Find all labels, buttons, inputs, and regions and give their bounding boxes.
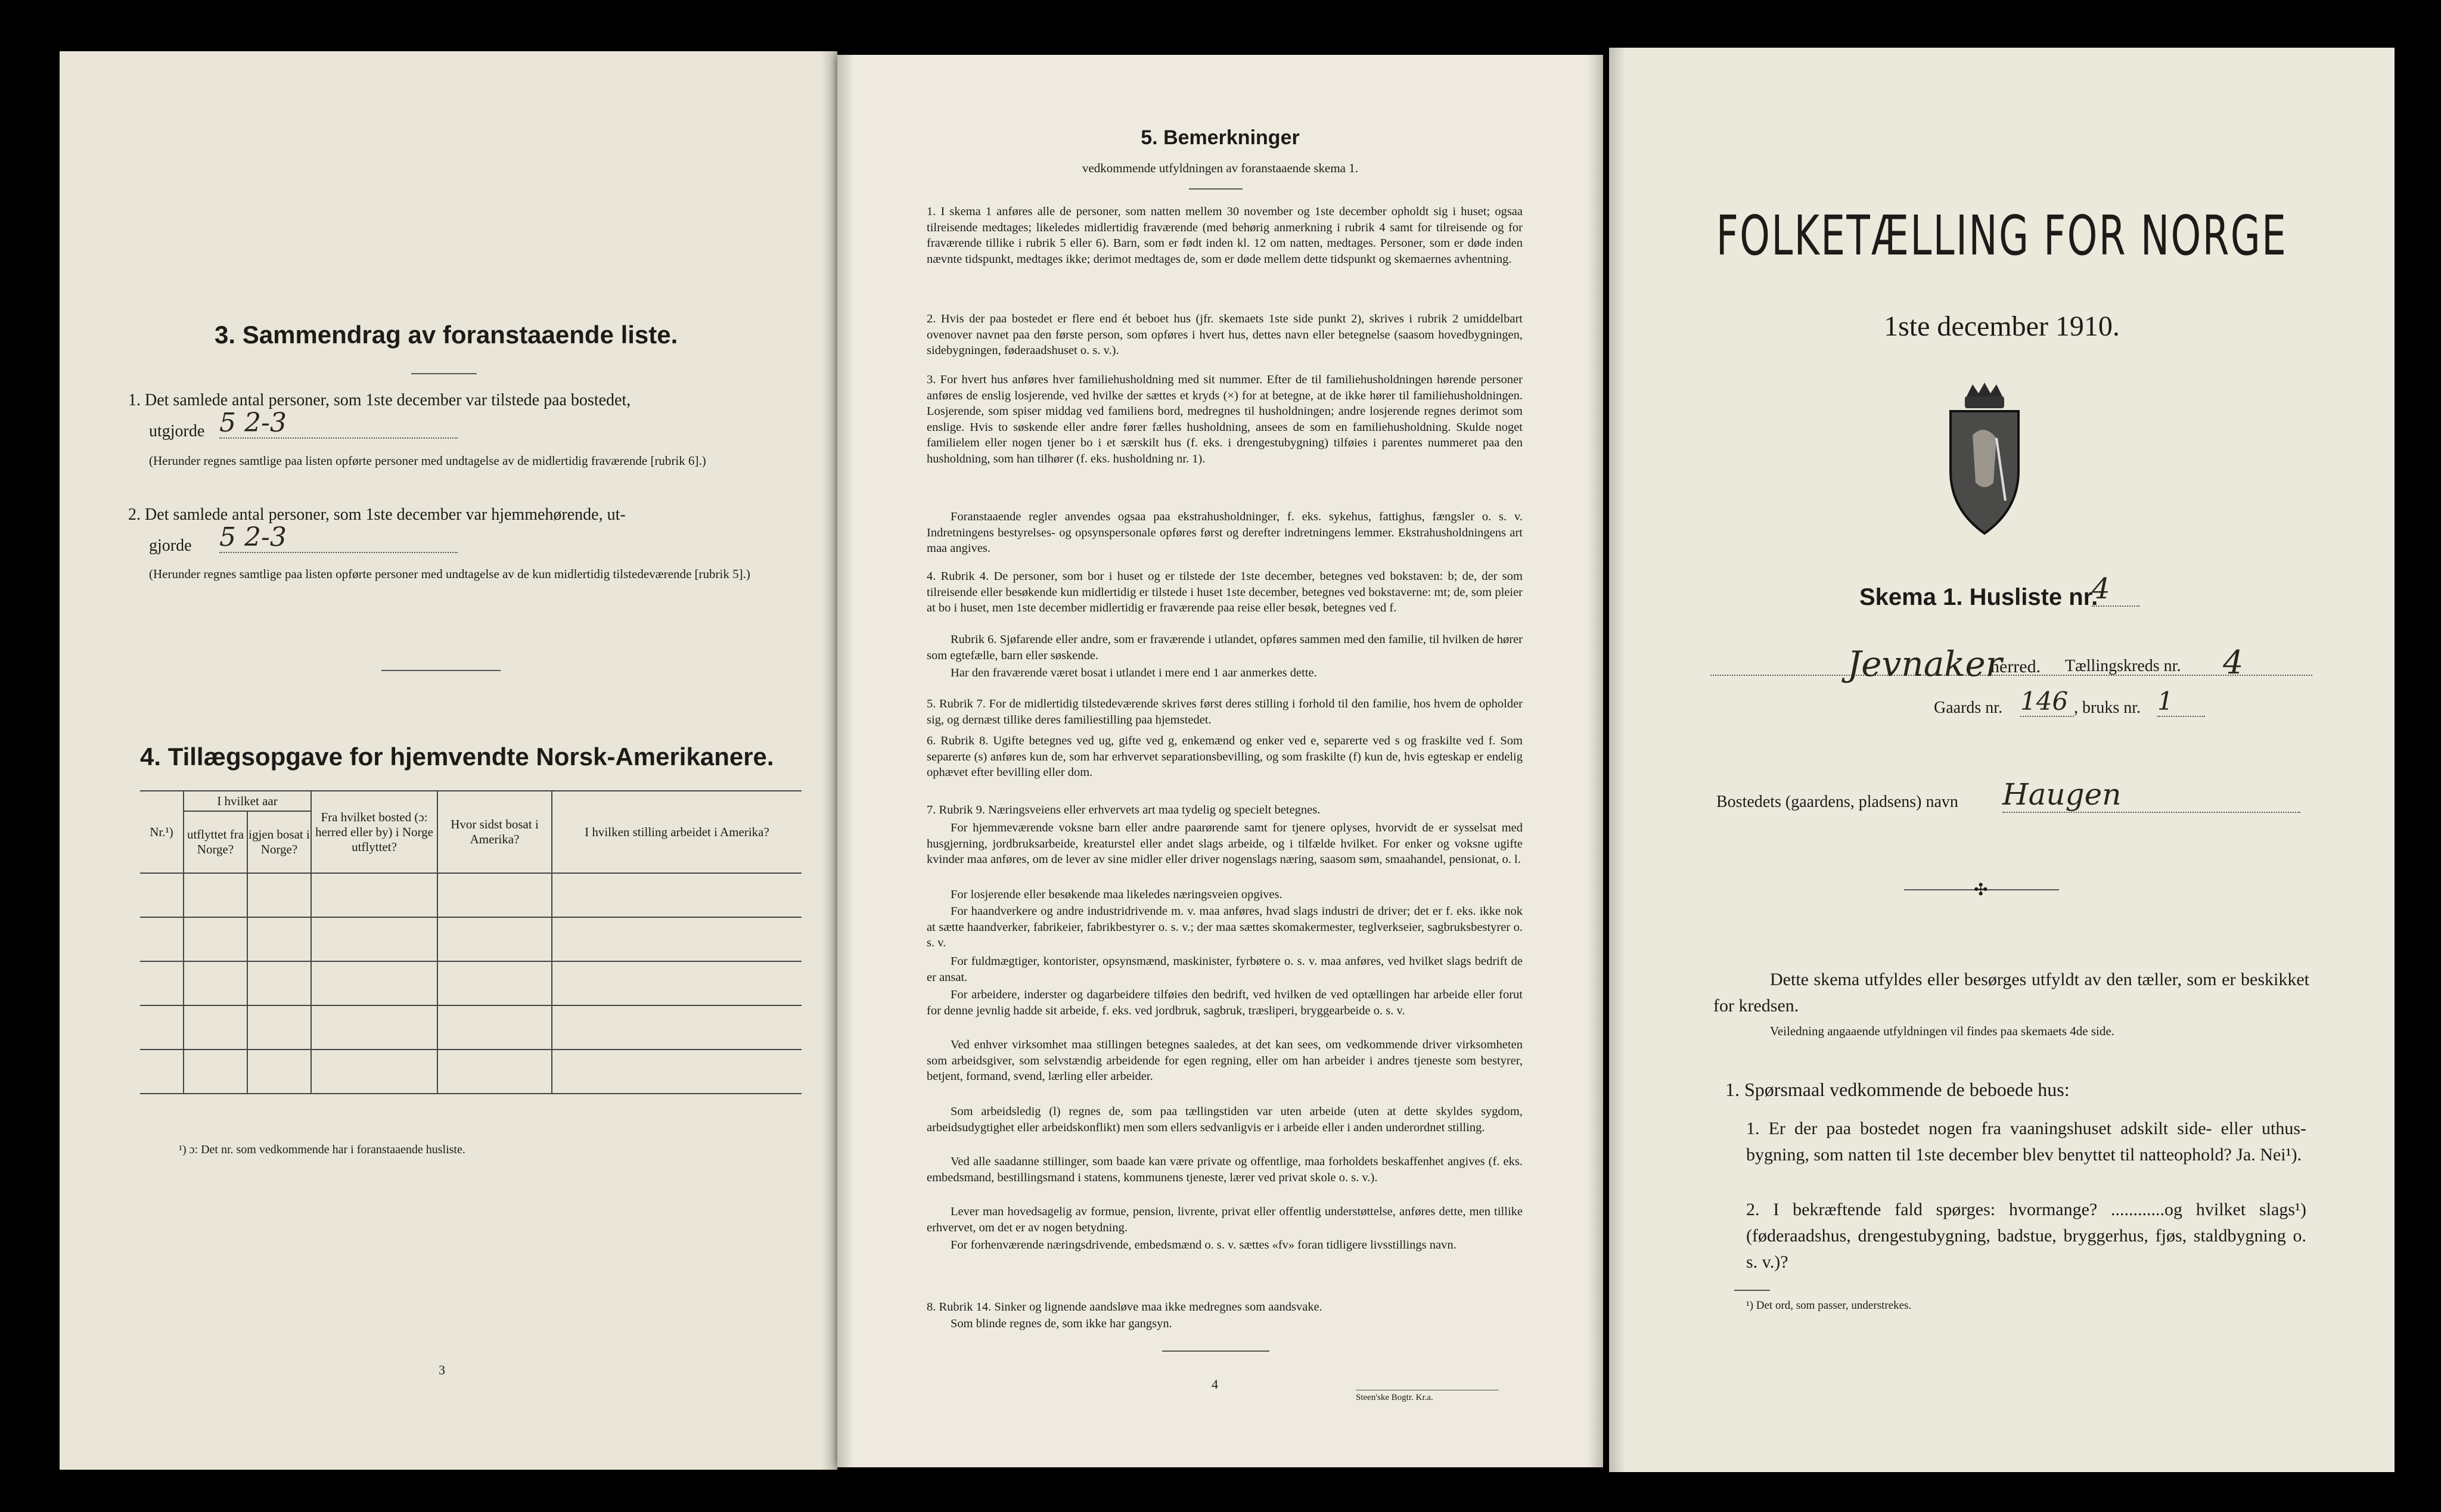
remark-7-position: Ved enhver virksomhet maa stillingen betegnes saaledes, at det kan sees, om vedkommende driver virksomheten som arbeidsgiver, som selvstændig arbeidende for egen regning, eller om han arbeider i andres tjeneste som bestyrer, betjent, formand, svend, lærling eller arbeider. xyxy=(927,1038,1523,1083)
front-footnote: ¹) Det ord, som passer, understrekes. xyxy=(1746,1299,1912,1312)
form-date: 1ste december 1910. xyxy=(1884,311,2120,342)
col-group-year: I hvilket aar xyxy=(184,791,311,811)
divider xyxy=(1734,1290,1770,1291)
question-1: 1. Er der paa bostedet nogen fra vaaningshuset adskilt side- eller uthus-bygning, som natten til 1ste december blev benyttet til natteophold? Ja. Nei¹). xyxy=(1746,1119,2306,1165)
question-2: 2. I bekræftende fald spørges: hvormange? ............og hvilket slags¹) (føderaadshus, drengestubygning, badstue, bryggerhus, fjøs, staldbygning o. s. v.)? xyxy=(1746,1200,2306,1272)
bruks-value: 1 xyxy=(2157,687,2205,717)
remark-3: 3. For hvert hus anføres hver familiehusholdning med sit nummer. Efter de til familiehusholdningen hørende personer anføres de enslig losjerende, ved hvilke der sættes et kryds (×) for at betegne, at de ikke hører til familiehusholdningen. Losjerende, som spiser middag ved familiens bord, medregnes til husholdningen; andre losjerende regnes derimot som enslige. Hvis to søskende eller andre fører fælles husholdning, ansees de som en familiehusholdning. Skulde noget familielem eller nogen tjener bo i et særskilt hus (f. eks. i drengestubygning) tilføies i parentes nummeret paa den husholdning, som han tilhører (f. eks. husholdning nr. 1). xyxy=(927,373,1523,465)
bosted-value: Haugen xyxy=(2002,777,2300,813)
remark-7: 7. Rubrik 9. Næringsveiens eller erhvervets art maa tydelig og specielt betegnes. xyxy=(927,803,1321,816)
remark-7-industry: For haandverkere og andre industridrivende m. v. maa anføres, hvad slags industri de driver; det er f. eks. ikke nok at sætte haandverker, fabrikeier, fabrikbestyrer o. s. v.; der maa sættes skomakermester, teglverkseier, sagbruksbestyrer o. s. v. xyxy=(927,905,1523,949)
kreds-label: Tællingskreds nr. xyxy=(2065,657,2181,675)
questions-heading: 1. Spørsmaal vedkommende de beboede hus: xyxy=(1725,1079,2070,1100)
remark-4: 4. Rubrik 4. De personer, som bor i huset og er tilstede der 1ste december, betegnes ved bokstaven: b; de, der som tilreisende eller besøkende kun midlertidig er tilstede i huset 1ste december, betegnes ved bokstaverne: mt; de, som pleier at bo i huset, men 1ste december midlertidig er fraværende paa reise eller besøk, betegnes ved f. xyxy=(927,570,1523,614)
remark-6: 6. Rubrik 8. Ugifte betegnes ved ug, gifte ved g, enkemænd og enker ved e, separerte ved s og fraskilte ved f. Som separerte (s) anføres kun de, som har erhvervet separationsbevilling, og som fraskilte (f) kun de, hvis egteskap er endelig ophævet efter bevilling eller dom. xyxy=(927,734,1523,779)
col-emigrated: utflyttet fra Norge? xyxy=(184,811,247,873)
page-fold-shadow xyxy=(1586,55,1603,1467)
summary-item-1: 1. Det samlede antal personer, som 1ste december var tilstede paa bostedet, xyxy=(128,391,631,409)
intro-text: Dette skema utfyldes eller besørges utfyldt av den tæller, som er beskikket for kredsen. xyxy=(1713,970,2309,1016)
table-row xyxy=(140,1005,802,1050)
remark-7-clerks: For fuldmægtiger, kontorister, opsynsmænd, maskinister, fyrbøtere o. s. v. maa anføres, ved hvilket slags bedrift de er ansat. xyxy=(927,955,1523,984)
remark-5: 5. Rubrik 7. For de midlertidig tilstedeværende skrives først deres stilling i forhold til den familie, hos hvem de opholder sig, og dernæst tillike deres familiestilling paa hjemstedet. xyxy=(927,697,1523,726)
page-number: 4 xyxy=(1212,1377,1218,1392)
page-4-remarks xyxy=(837,55,1603,1467)
herred-value: Jevnaker xyxy=(1847,644,2002,684)
herred-label: herred. xyxy=(1990,657,2041,676)
summary-item-2-note: (Herunder regnes samtlige paa listen opførte personer med undtagelse av de kun midlertidig tilstedeværende [rubrik 5].) xyxy=(149,567,750,581)
norsk-amerikaner-table xyxy=(140,790,802,1094)
form-title: FOLKETÆLLING FOR NORGE xyxy=(1716,204,2288,268)
ornament-icon: ✣ xyxy=(1974,881,1988,899)
table-row xyxy=(140,1050,802,1094)
table-row xyxy=(140,961,802,1005)
col-from: Fra hvilket bosted (ɔ: herred eller by) i Norge utflyttet? xyxy=(311,791,437,873)
remark-7-lodgers: For losjerende eller besøkende maa likeledes næringsveien opgives. xyxy=(951,888,1282,901)
summary-item-2: 2. Det samlede antal personer, som 1ste december var hjemmehørende, ut- xyxy=(128,505,626,524)
schema-nr: 4 xyxy=(2092,572,2139,607)
col-nr: Nr.¹) xyxy=(140,791,184,873)
table-row xyxy=(140,917,802,961)
col-where: Hvor sidst bosat i Amerika? xyxy=(437,791,552,873)
page-3-summary xyxy=(60,51,837,1470)
printer-credit: Steen'ske Bogtr. Kr.a. xyxy=(1356,1390,1499,1403)
section-4-title: 4. Tillægsopgave for hjemvendte Norsk-Amerikanere. xyxy=(140,743,774,771)
divider xyxy=(381,670,501,671)
summary-item-1-lead: utgjorde xyxy=(149,422,205,440)
remark-7-unemployed: Som arbeidsledig (l) regnes de, som paa tællingstiden var uten arbeide (uten at dette skyldes sygdom, arbeidsudygtighet eller arbeidskonflikt) men som ellers sedvanligvis er i arbeide eller i anden underordnet stilling. xyxy=(927,1105,1523,1134)
remark-7-income: Lever man hovedsagelig av formue, pension, livrente, privat eller offentlig understøttelse, anføres dette, men tillike erhvervet, om det er av nogen betydning. xyxy=(927,1205,1523,1234)
remark-8-blind: Som blinde regnes de, som ikke har gangsyn. xyxy=(951,1317,1172,1330)
schema-label: Skema 1. Husliste nr. xyxy=(1859,584,2098,610)
page-fold-shadow xyxy=(837,55,854,1467)
divider xyxy=(1162,1350,1269,1352)
remark-4-rubrik-6: Rubrik 6. Sjøfarende eller andre, som er fraværende i utlandet, opføres sammen med den familie, til hvilken de hører som egtefælle, barn eller søskende. xyxy=(927,633,1523,662)
coat-of-arms-icon xyxy=(1940,381,2029,536)
page-fold-shadow xyxy=(821,51,837,1470)
summary-item-1-value: 5 2-3 xyxy=(219,411,458,439)
bruks-label: , bruks nr. xyxy=(2074,698,2141,717)
remark-2: 2. Hvis der paa bostedet er flere end ét beboet hus (jfr. skemaets 1ste side punkt 2), skrives i rubrik 2 umiddelbart ovenover navnet paa den første person, som opføres i hvert hus, dettes navn eller betegnelse (saasom hovedbygningen, sidebygningen, føderaadshuset o. s. v.). xyxy=(927,312,1523,357)
col-job: I hvilken stilling arbeidet i Amerika? xyxy=(552,791,802,873)
section-3-title: 3. Sammendrag av foranstaaende liste. xyxy=(215,321,678,349)
page-fold-shadow xyxy=(1609,48,1626,1472)
summary-item-2-lead: gjorde xyxy=(149,536,192,555)
remark-7-public: Ved alle saadanne stillinger, som baade kan være private og offentlige, maa forholdets beskaffenhet angives (f. eks. embedsmand, bestillingsmand i statens, kommunens tjeneste, lærer ved privat skole o. s. v.). xyxy=(927,1155,1523,1184)
summary-item-2-value: 5 2-3 xyxy=(219,526,458,553)
gaards-value: 146 xyxy=(2020,687,2074,717)
col-returned: igjen bosat i Norge? xyxy=(247,811,311,873)
divider xyxy=(411,373,477,374)
table-footnote: ¹) ɔ: Det nr. som vedkommende har i foranstaaende husliste. xyxy=(179,1143,465,1156)
remark-3-extra: Foranstaaende regler anvendes ogsaa paa ekstrahusholdninger, f. eks. sykehus, fattighus, fængsler o. s. v. Indretningens bestyrelses- og opsynspersonale opføres først og derefter indretningens lemmer. Ekstrahusholdningens art maa angives. xyxy=(927,510,1523,555)
veiledning-note: Veiledning angaaende utfyldningen vil findes paa skemaets 4de side. xyxy=(1770,1024,2114,1038)
remarks-subtitle: vedkommende utfyldningen av foranstaaende skema 1. xyxy=(1082,161,1358,175)
remark-7-former: For forhenværende næringsdrivende, embedsmænd o. s. v. sættes «fv» foran tidligere livsstillings navn. xyxy=(951,1238,1456,1252)
page-number: 3 xyxy=(439,1362,445,1377)
summary-item-1-note: (Herunder regnes samtlige paa listen opførte personer med undtagelse av de midlertidig fraværende [rubrik 6].) xyxy=(149,454,706,468)
remark-7-workers: For arbeidere, inderster og dagarbeidere tilføies den bedrift, ved hvilken de ved optællingen har arbeide eller forut for denne jevnlig hadde sit arbeide, f. eks. ved jordbruk, sagbruk, træsliperi, bryggearbeide o. s. v. xyxy=(927,988,1523,1017)
gaards-label: Gaards nr. xyxy=(1934,698,2003,717)
bosted-label: Bostedets (gaardens, pladsens) navn xyxy=(1716,793,1958,811)
remark-7-family: For hjemmeværende voksne barn eller andre paarørende samt for tjenere oplyses, hvorvidt de er sysselsat med husgjerning, jordbruksarbeide, kreaturstel eller andet slags arbeide, og i tilfælde hvilket. For enker og voksne ugifte kvinder maa anføres, om de lever av sine midler eller driver nogenslags næring, saasom søm, smaahandel, pensionat, o. l. xyxy=(927,821,1523,866)
front-page xyxy=(1609,48,2395,1472)
divider xyxy=(1189,188,1243,190)
kreds-value: 4 xyxy=(2223,644,2244,681)
remark-4-abroad: Har den fraværende været bosat i utlandet i mere end 1 aar anmerkes dette. xyxy=(951,666,1317,679)
remark-8: 8. Rubrik 14. Sinker og lignende aandsløve maa ikke medregnes som aandsvake. xyxy=(927,1300,1322,1314)
table-row xyxy=(140,873,802,917)
remarks-title: 5. Bemerkninger xyxy=(1141,126,1300,149)
remark-1: 1. I skema 1 anføres alle de personer, som natten mellem 30 november og 1ste december opholdt sig i huset; ogsaa tilreisende medtages; likeledes midlertidig fraværende (med behørig anmerkning i rubrik 4 samt for tilreisende og for fraværende tillike i rubrik 5 eller 6). Barn, som er født inden kl. 12 om natten, medtages. Personer, som er døde inden nævnte tidspunkt, medtages ikke; derimot medtages de, som er døde mellem dette tidspunkt og skemaernes avhentning. xyxy=(927,205,1523,266)
